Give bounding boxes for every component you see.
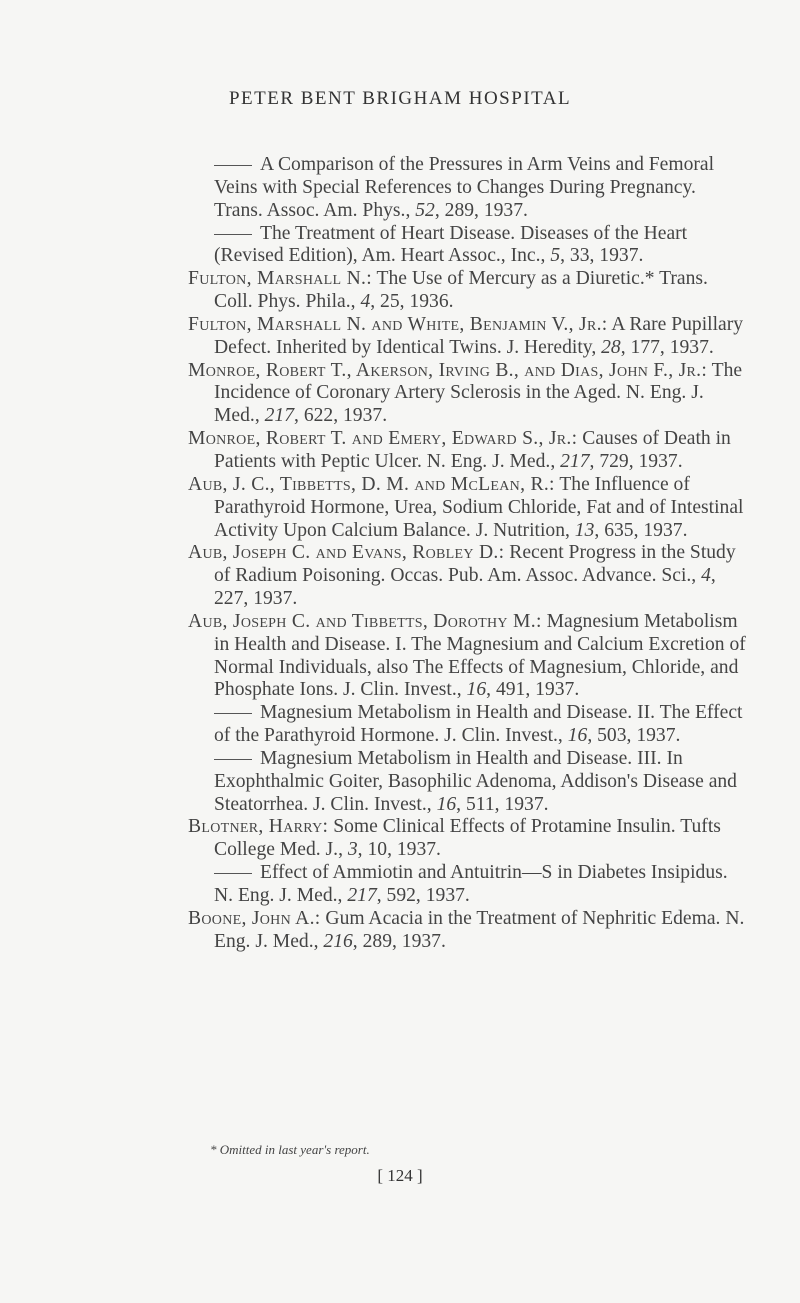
bibliography-entry — [188, 542, 748, 611]
bibliography-list — [188, 154, 748, 954]
entry-title-journal: The Use of Mercury as a Diuretic.* Trans. Coll. Phys. Phila., — [214, 268, 708, 313]
entry-title-journal: Magnesium Metabolism in Health and Disease. I. The Magnesium and Calcium Excretion of Normal Individuals, also The Effects of Magnesium, Chloride, and Phosphate Ions. J. Clin. Invest., — [214, 610, 746, 701]
bibliography-entry — [188, 702, 748, 748]
entry-pages-year: , 511, 1937. — [456, 793, 549, 815]
entry-volume: 3 — [347, 839, 358, 861]
entry-title-journal: Some Clinical Effects of Protamine Insulin. Tufts College Med. J., — [214, 816, 721, 861]
entry-title-journal: The Incidence of Coronary Artery Sclerosis in the Aged. N. Eng. J. Med., — [214, 359, 743, 427]
entry-pages-year: , 177, 1937. — [620, 336, 714, 358]
bibliography-entry — [188, 862, 748, 908]
entry-title-journal: A Comparison of the Pressures in Arm Veins and Femoral Veins with Special References to Changes During Pregnancy. Trans. Assoc. Am. Phys., — [214, 154, 715, 221]
entry-volume: 28 — [601, 336, 621, 358]
bibliography-entry — [188, 314, 748, 360]
entry-title-journal: The Influence of Parathyroid Hormone, Urea, Sodium Chloride, Fat and of Intestinal Activity Upon Calcium Balance. J. Nutrition, — [214, 473, 744, 541]
entry-volume: 4 — [360, 291, 371, 313]
entry-authors: Fulton, Marshall N. and White, Benjamin V., Jr.: — [188, 313, 608, 335]
bibliography-entry — [188, 223, 748, 269]
entry-pages-year: , 33, 1937. — [560, 245, 644, 267]
entry-title-journal: A Rare Pupillary Defect. Inherited by Identical Twins. J. Heredity, — [214, 313, 744, 358]
running-header: PETER BENT BRIGHAM HOSPITAL — [228, 88, 572, 109]
entry-pages-year: , 491, 1937. — [486, 679, 580, 701]
entry-volume: 217 — [264, 405, 295, 427]
ditto-dash — [214, 165, 252, 166]
entry-authors: Fulton, Marshall N.: — [188, 268, 372, 290]
bibliography-entry — [188, 474, 748, 543]
entry-volume: 16 — [436, 793, 457, 815]
footnote: * Omitted in last year's report. — [210, 1142, 370, 1157]
page-number: [ 124 ] — [377, 1166, 423, 1185]
entry-pages-year: , 227, 1937. — [214, 565, 716, 610]
bibliography-entry — [188, 611, 748, 702]
entry-pages-year: , 10, 1937. — [357, 839, 441, 861]
entry-volume: 4 — [701, 565, 711, 587]
bibliography-entry — [188, 748, 748, 817]
entry-volume: 217 — [347, 885, 377, 906]
ditto-dash — [214, 234, 252, 235]
entry-pages-year: , 289, 1937. — [434, 199, 528, 221]
entry-pages-year: , 592, 1937. — [376, 885, 470, 906]
bibliography-entry — [188, 816, 748, 862]
entry-pages-year: , 729, 1937. — [589, 450, 683, 472]
entry-volume: 216 — [323, 930, 353, 952]
entry-volume: 16 — [567, 725, 588, 747]
entry-pages-year: , 635, 1937. — [594, 519, 688, 541]
entry-title-journal: Effect of Ammiotin and Antuitrin—S in Diabetes Insipidus. N. Eng. J. Med., — [214, 862, 728, 906]
ditto-dash — [214, 759, 252, 760]
entry-title-journal: Causes of Death in Patients with Peptic Ulcer. N. Eng. J. Med., — [214, 428, 731, 472]
entry-volume: 217 — [560, 450, 590, 472]
ditto-dash — [214, 873, 252, 874]
entry-authors: Aub, Joseph C. and Evans, Robley D.: — [188, 542, 505, 564]
entry-volume: 52 — [415, 199, 435, 221]
bibliography-entry — [188, 154, 748, 223]
entry-pages-year: , 622, 1937. — [294, 405, 388, 427]
entry-volume: 16 — [466, 679, 487, 701]
entry-pages-year: , 289, 1937. — [352, 930, 446, 952]
entry-authors: Monroe, Robert T., Akerson, Irving B., and Dias, John F., Jr.: — [188, 359, 708, 381]
entry-pages-year: , 503, 1937. — [587, 725, 681, 747]
bibliography-entry — [188, 268, 748, 314]
entry-authors: Aub, Joseph C. and Tibbetts, Dorothy M.: — [188, 610, 542, 632]
entry-volume: 5 — [550, 245, 561, 267]
entry-authors: Monroe, Robert T. and Emery, Edward S., Jr.: — [188, 428, 578, 450]
entry-authors: Boone, John A.: — [188, 907, 321, 929]
bibliography-entry — [188, 908, 748, 954]
entry-title-journal: Magnesium Metabolism in Health and Disease. II. The Effect of the Parathyroid Hormone. J. Clin. Invest., — [214, 702, 743, 747]
entry-title-journal: The Treatment of Heart Disease. Diseases of the Heart (Revised Edition), Am. Heart Assoc., Inc., — [214, 222, 688, 267]
bibliography-entry — [188, 360, 748, 429]
entry-volume: 13 — [574, 519, 595, 541]
bibliography-entry — [188, 428, 748, 474]
entry-authors: Blotner, Harry: — [188, 816, 329, 838]
entry-title-journal: Gum Acacia in the Treatment of Nephritic Edema. N. Eng. J. Med., — [214, 907, 745, 952]
entry-title-journal: Recent Progress in the Study of Radium Poisoning. Occas. Pub. Am. Assoc. Advance. Sci., — [214, 542, 736, 587]
ditto-dash — [214, 713, 252, 714]
entry-title-journal: Magnesium Metabolism in Health and Disease. III. In Exophthalmic Goiter, Basophilic Adenoma, Addison's Disease and Steatorrhea. J. Clin. Invest., — [214, 747, 737, 815]
entry-pages-year: , 25, 1936. — [370, 291, 454, 313]
entry-authors: Aub, J. C., Tibbetts, D. M. and McLean, R.: — [188, 473, 555, 495]
